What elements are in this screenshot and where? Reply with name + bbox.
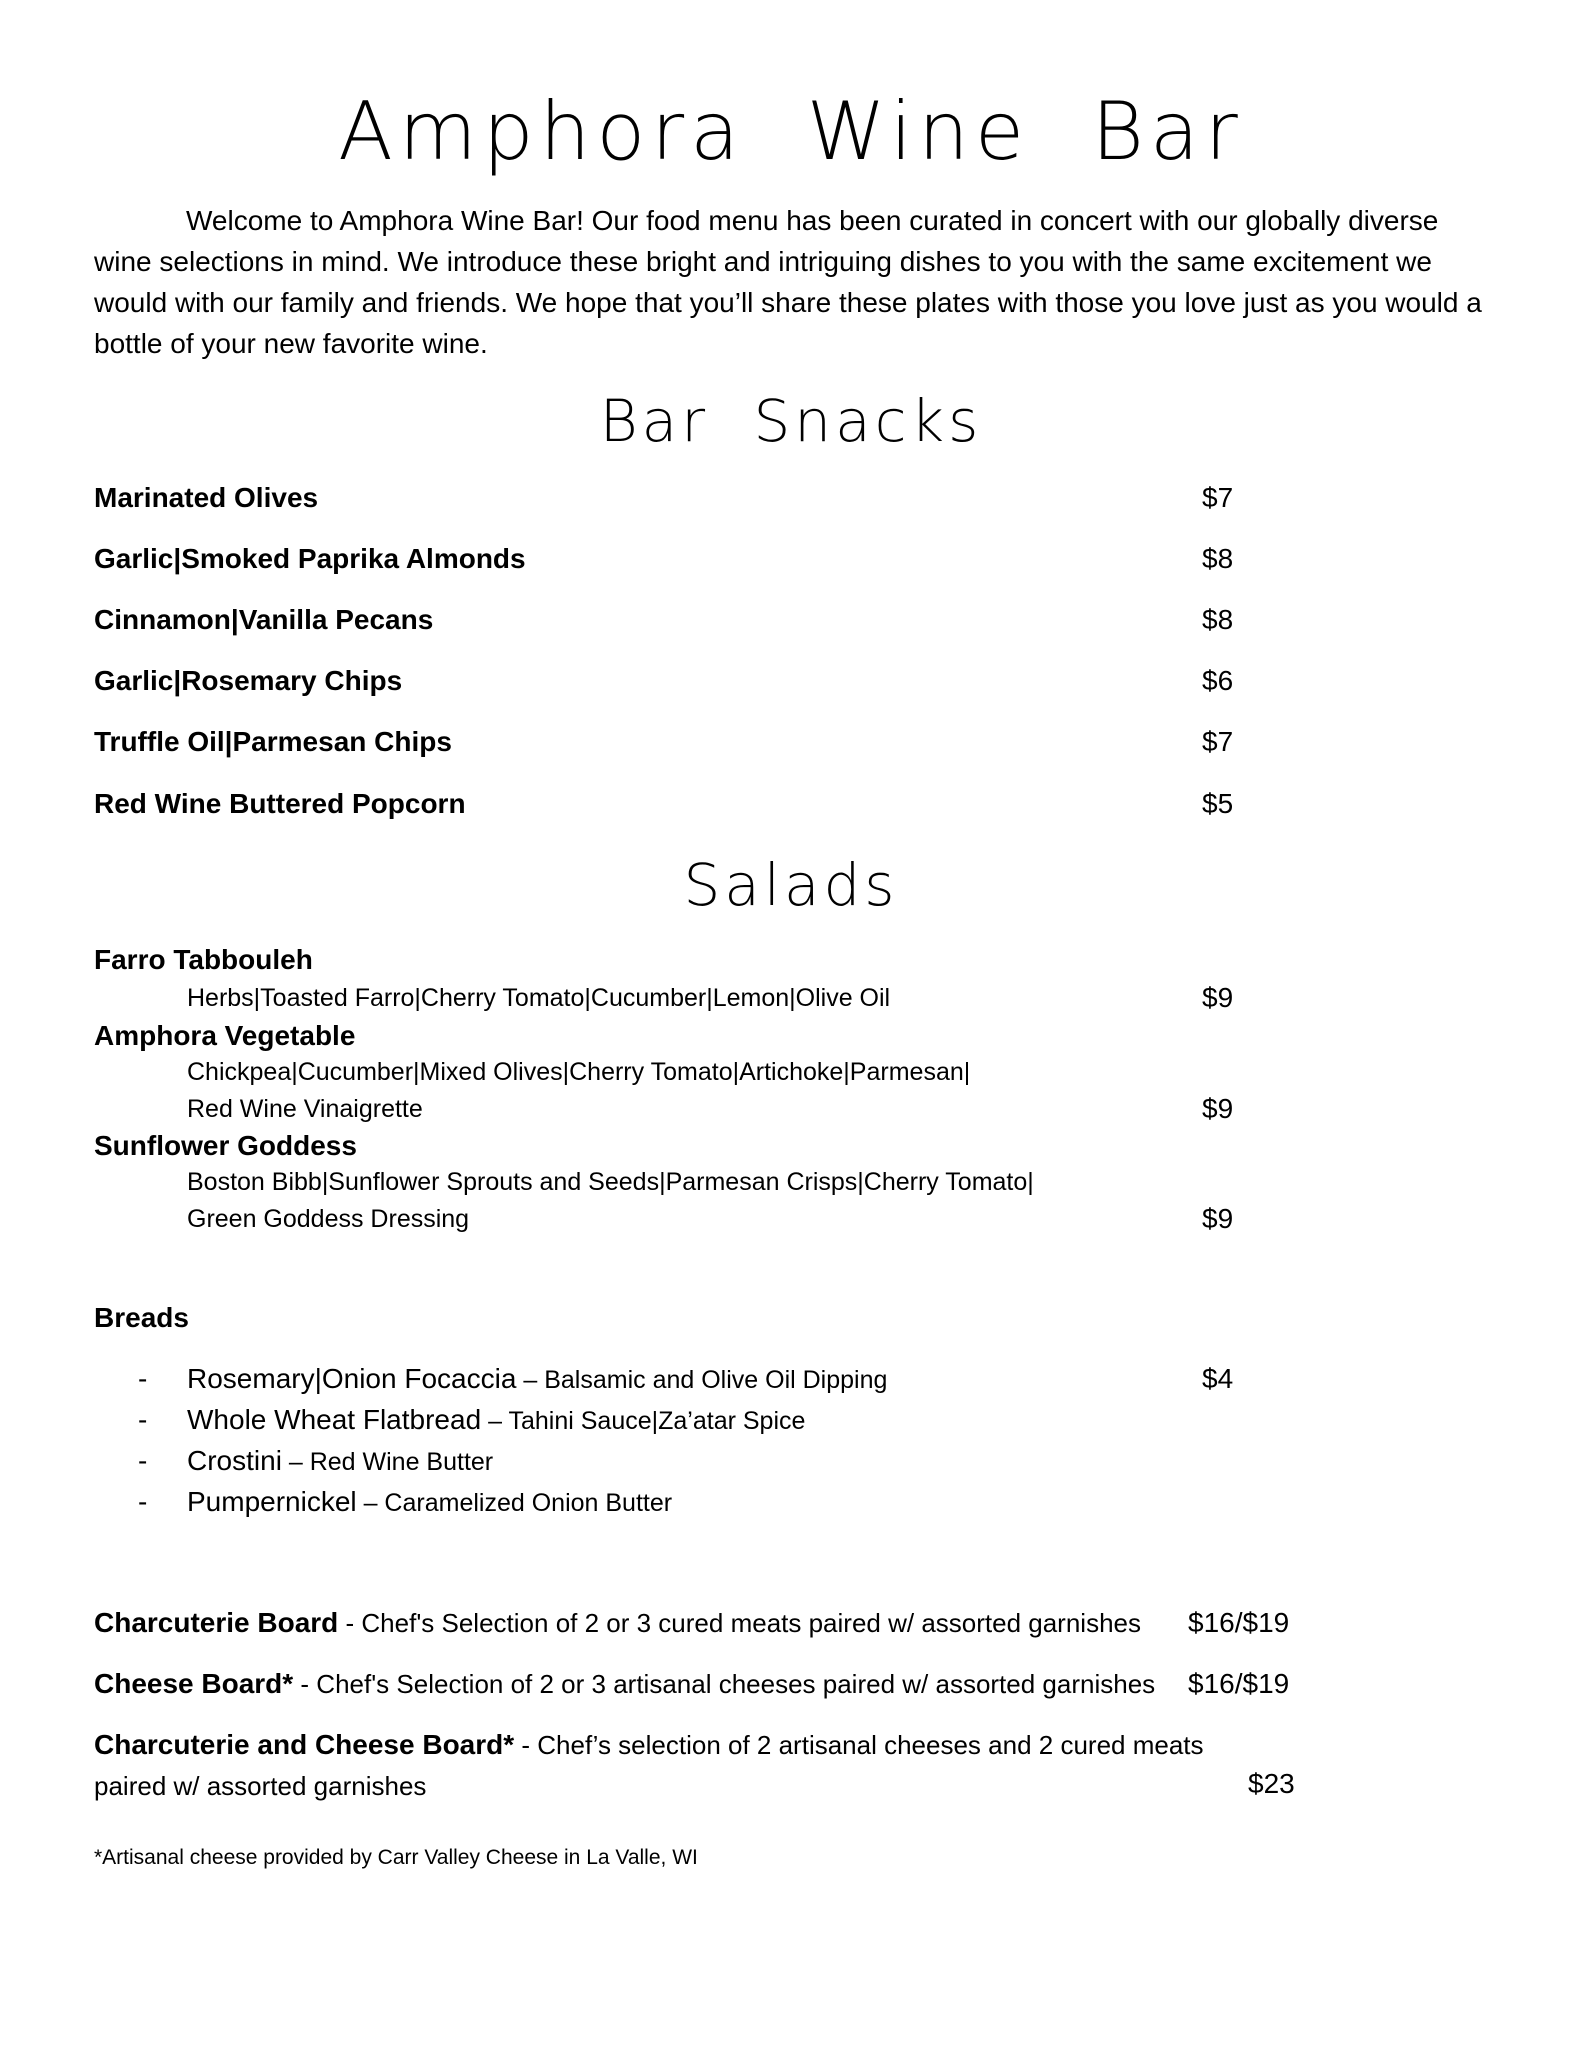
bread-item	[138, 1443, 493, 1480]
bread-description: – Caramelized Onion Butter	[356, 1489, 673, 1517]
breads-heading: Breads	[94, 1302, 189, 1333]
bullet-dash: -	[138, 1363, 148, 1394]
board-item	[94, 1603, 1141, 1643]
board-item	[94, 1725, 1204, 1765]
salad-description: Boston Bibb|Sunflower Sprouts and Seeds|Parmesan Crisps|Cherry Tomato|	[187, 1168, 1034, 1196]
snack-name: Cinnamon|Vanilla Pecans	[94, 604, 434, 635]
board-description-continued	[94, 1766, 426, 1806]
bread-name: Rosemary|Onion Focaccia	[187, 1363, 517, 1394]
board-price: $16/$19	[1188, 1668, 1290, 1699]
salad-price: $9	[1202, 1093, 1234, 1124]
board-description: - Chef's Selection of 2 or 3 artisanal cheeses paired w/ assorted garnishes	[293, 1669, 1156, 1699]
snack-price: $5	[1202, 788, 1234, 819]
snack-price: $8	[1202, 543, 1234, 574]
bread-item	[138, 1402, 805, 1439]
bullet-dash: -	[138, 1445, 148, 1476]
board-name: Charcuterie Board	[94, 1607, 339, 1638]
snack-price: $7	[1202, 482, 1234, 513]
snack-price: $8	[1202, 604, 1234, 635]
bullet-dash: -	[138, 1486, 148, 1517]
salad-description: Red Wine Vinaigrette	[187, 1095, 423, 1123]
board-name: Cheese Board*	[94, 1668, 294, 1699]
salad-price: $9	[1202, 1203, 1234, 1234]
board-name: Charcuterie and Cheese Board*	[94, 1729, 515, 1760]
board-description: - Chef's Selection of 2 or 3 cured meats paired w/ assorted garnishes	[338, 1608, 1141, 1638]
bread-name: Pumpernickel	[187, 1486, 357, 1517]
bread-name: Whole Wheat Flatbread	[187, 1404, 482, 1435]
salad-description: Chickpea|Cucumber|Mixed Olives|Cherry Tomato|Artichoke|Parmesan|	[187, 1058, 971, 1086]
bread-description: – Red Wine Butter	[281, 1448, 494, 1476]
salad-description: Green Goddess Dressing	[187, 1205, 470, 1233]
snack-price: $7	[1202, 726, 1234, 757]
bullet-dash: -	[138, 1404, 148, 1435]
snack-price: $6	[1202, 665, 1234, 696]
breads-price: $4	[1202, 1363, 1234, 1394]
intro-text: Welcome to Amphora Wine Bar! Our food menu has been curated in concert with our globally diverse wine selections in mind. We introduce these bright and intriguing dishes to you with the same excitement we would with our family and friends. We hope that you’ll share these plates with those you love just as you would a bottle of your new favorite wine.	[94, 205, 1482, 359]
salad-price: $9	[1202, 982, 1234, 1013]
bread-item	[138, 1484, 672, 1521]
board-item	[94, 1664, 1155, 1704]
snack-name: Truffle Oil|Parmesan Chips	[94, 726, 452, 757]
snack-name: Marinated Olives	[94, 482, 319, 513]
bar-snacks-heading: Bar Snacks	[599, 387, 983, 455]
salads-heading: Salads	[683, 851, 899, 919]
snack-name: Red Wine Buttered Popcorn	[94, 788, 466, 819]
page-title: Amphora Wine Bar	[338, 85, 1244, 178]
board-description: - Chef’s selection of 2 artisanal cheeses and 2 cured meats	[514, 1730, 1204, 1760]
intro-paragraph	[94, 200, 1494, 364]
bread-description: – Tahini Sauce|Za’atar Spice	[481, 1407, 806, 1435]
board-price: $16/$19	[1188, 1607, 1290, 1638]
board-description: paired w/ assorted garnishes	[94, 1771, 427, 1801]
salad-name: Sunflower Goddess	[94, 1130, 357, 1161]
bread-item	[138, 1361, 887, 1398]
footnote: *Artisanal cheese provided by Carr Valley Cheese in La Valle, WI	[94, 1846, 698, 1869]
salad-name: Farro Tabbouleh	[94, 944, 313, 975]
board-price: $23	[1248, 1768, 1295, 1799]
bread-name: Crostini	[187, 1445, 282, 1476]
salad-description: Herbs|Toasted Farro|Cherry Tomato|Cucumber|Lemon|Olive Oil	[187, 984, 891, 1012]
bread-description: – Balsamic and Olive Oil Dipping	[516, 1366, 888, 1394]
salad-name: Amphora Vegetable	[94, 1020, 356, 1051]
snack-name: Garlic|Rosemary Chips	[94, 665, 403, 696]
snack-name: Garlic|Smoked Paprika Almonds	[94, 543, 526, 574]
